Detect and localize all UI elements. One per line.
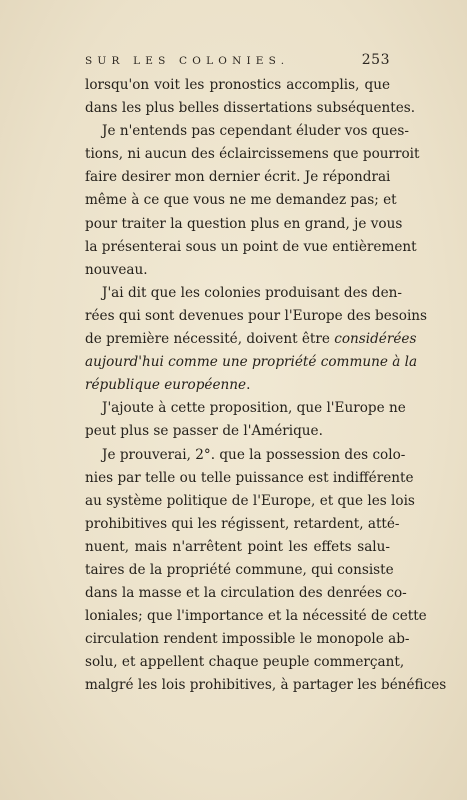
- text-segment: la présenterai sous un point de vue entièrement: [85, 238, 417, 255]
- text-line: [85, 651, 405, 674]
- text-segment: peut plus se passer de l'Amérique.: [85, 423, 323, 440]
- text-line: [85, 397, 406, 420]
- text-line: [85, 189, 397, 212]
- text-segment: taires de la propriété commune, qui consiste: [85, 561, 394, 578]
- text-segment: circulation rendent impossible le monopole ab-: [85, 631, 410, 648]
- text-line: [85, 444, 406, 467]
- text-segment: .: [246, 377, 251, 394]
- page-header: [85, 52, 390, 72]
- text-line: [85, 490, 415, 513]
- text-segment: faire desirer mon dernier écrit. Je répondrai: [85, 169, 391, 186]
- text-segment: nouveau.: [85, 261, 148, 278]
- text-segment: tions, ni aucun des éclaircissemens que pourroit: [85, 146, 420, 163]
- text-line: [85, 213, 403, 236]
- text-line: [85, 628, 410, 651]
- italic-text: république européenne: [85, 377, 247, 394]
- text-line: [85, 559, 394, 582]
- text-line: [85, 467, 414, 490]
- text-segment: nuent, mais n'arrêtent point les effets salu-: [85, 538, 390, 555]
- text-line: [85, 674, 447, 697]
- text-segment: Je n'entends pas cependant éluder vos ques-: [102, 123, 409, 140]
- text-line: [85, 305, 428, 328]
- text-line: [85, 582, 407, 605]
- text-segment: solu, et appellent chaque peuple commerçant,: [85, 654, 405, 671]
- italic-text: considérées: [334, 331, 417, 348]
- page-number: 253: [361, 52, 390, 68]
- text-line: [85, 282, 403, 305]
- text-line: [85, 236, 417, 259]
- text-line: [85, 374, 390, 397]
- text-line: [85, 605, 427, 628]
- text-segment: loniales; que l'importance et la nécessité de cette: [85, 608, 427, 625]
- text-segment: lorsqu'on voit les pronostics accomplis, que: [85, 77, 390, 93]
- text-segment: Je prouverai, 2°. que la possession des colo-: [102, 446, 406, 463]
- text-segment: même à ce que vous ne me demandez pas; et: [85, 192, 397, 209]
- text-line: [85, 259, 390, 282]
- text-segment: prohibitives qui les régissent, retardent, atté-: [85, 515, 400, 532]
- text-segment: J'ai dit que les colonies produisant des den-: [102, 284, 403, 301]
- text-line: [85, 166, 390, 189]
- text-segment: pour traiter la question plus en grand, je vous: [85, 215, 403, 232]
- text-segment: de première nécessité, doivent être: [85, 331, 335, 348]
- italic-text: aujourd'hui comme une propriété commune à la: [85, 354, 418, 371]
- running-head: SUR LES COLONIES.: [85, 55, 290, 67]
- text-segment: dans la masse et la circulation des denrées co-: [85, 585, 407, 602]
- text-line: [85, 420, 390, 443]
- text-line: [85, 74, 390, 97]
- text-line: [85, 143, 420, 166]
- text-segment: dans les plus belles dissertations subséquentes.: [85, 100, 416, 117]
- text-line: [85, 536, 390, 559]
- text-segment: malgré les lois prohibitives, à partager les bénéfices: [85, 677, 447, 694]
- text-line: [85, 328, 417, 351]
- text-line: [85, 97, 416, 120]
- text-line: [85, 513, 400, 536]
- text-segment: au système politique de l'Europe, et que les lois: [85, 492, 415, 509]
- text-segment: nies par telle ou telle puissance est indifférente: [85, 469, 414, 486]
- text-line: [85, 120, 409, 143]
- text-line: [85, 351, 418, 374]
- text-segment: rées qui sont devenues pour l'Europe des besoins: [85, 307, 428, 324]
- body-text: [85, 74, 447, 698]
- text-segment: J'ajoute à cette proposition, que l'Europe ne: [102, 400, 406, 417]
